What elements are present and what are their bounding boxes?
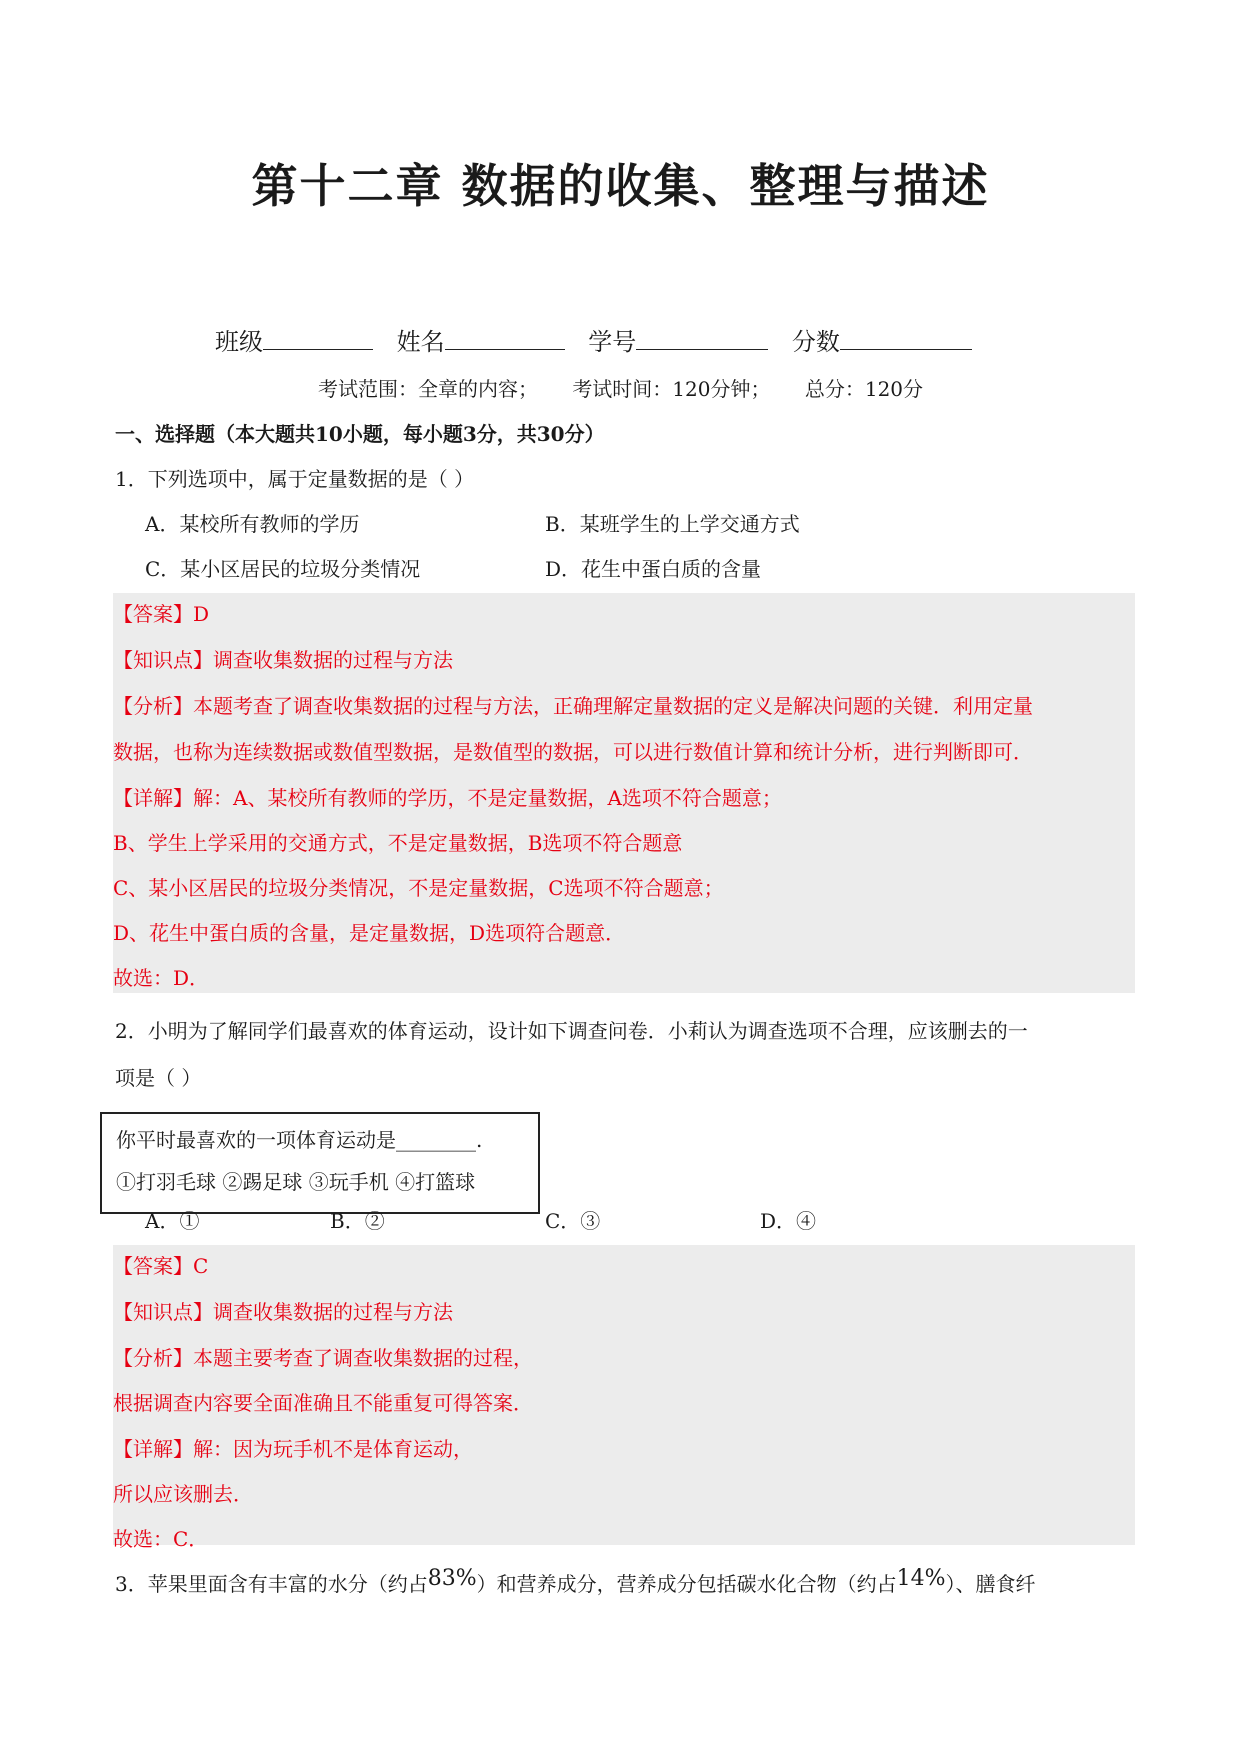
q2-analysis-line-2: 根据调查内容要全面准确且不能重复可得答案． bbox=[113, 1391, 533, 1415]
q1-analysis-line-2: 数据，也称为连续数据或数值型数据，是数值型的数据，可以进行数值计算和统计分析，进行判断即可． bbox=[113, 740, 1033, 764]
score-blank[interactable] bbox=[840, 327, 972, 350]
section-heading: 一、选择题（本大题共10小题，每小题3分，共30分） bbox=[115, 422, 605, 446]
q2-option-b: B．② bbox=[330, 1209, 385, 1233]
q2-answer: 【答案】C bbox=[113, 1254, 209, 1278]
q2-survey-question: 你平时最喜欢的一项体育运动是________. bbox=[116, 1128, 483, 1152]
exam-total: 总分：120分 bbox=[804, 377, 924, 401]
page-title: 第十二章 数据的收集、整理与描述 bbox=[251, 159, 990, 213]
q1-detail-line-2: B、学生上学采用的交通方式，不是定量数据，B选项不符合题意 bbox=[113, 831, 683, 855]
q1-conclusion: 故选：D． bbox=[113, 966, 210, 990]
q3-stem bbox=[115, 1568, 1036, 1597]
name-label: 姓名 bbox=[396, 328, 445, 356]
q2-stem-line-2: 项是（ ） bbox=[115, 1066, 202, 1090]
q2-survey-choices: ①打羽毛球 ②踢足球 ③玩手机 ④打篮球 bbox=[116, 1170, 476, 1194]
exam-time: 考试时间：120分钟； bbox=[572, 377, 771, 401]
name-blank[interactable] bbox=[445, 327, 565, 350]
q2-detail-line-2: 所以应该删去． bbox=[113, 1482, 253, 1506]
student-id-blank[interactable] bbox=[636, 327, 768, 350]
q1-knowledge: 【知识点】调查收集数据的过程与方法 bbox=[113, 648, 453, 672]
exam-info bbox=[0, 373, 1241, 402]
q3-stem-part-3: ）、膳食纤 bbox=[945, 1572, 1036, 1596]
q2-analysis-line-1: 【分析】本题主要考查了调查收集数据的过程， bbox=[113, 1346, 533, 1370]
q2-detail-line-1: 【详解】解：因为玩手机不是体育运动， bbox=[113, 1437, 473, 1461]
q1-answer: 【答案】D bbox=[113, 602, 210, 626]
student-id-label: 学号 bbox=[588, 328, 637, 356]
class-label: 班级 bbox=[215, 328, 263, 356]
q2-survey-box bbox=[100, 1112, 540, 1214]
q3-stem-part-2: ）和营养成分，营养成分包括碳水化合物（约占 bbox=[476, 1572, 897, 1596]
q2-conclusion: 故选：C． bbox=[113, 1527, 209, 1551]
student-info-fields bbox=[215, 322, 988, 357]
q2-knowledge: 【知识点】调查收集数据的过程与方法 bbox=[113, 1300, 453, 1324]
q3-stem-part-1: 3．苹果里面含有丰富的水分（约占 bbox=[115, 1572, 428, 1596]
score-label: 分数 bbox=[791, 328, 840, 356]
q3-water-percent: 83% bbox=[427, 1566, 477, 1591]
q1-option-a: A．某校所有教师的学历 bbox=[145, 512, 360, 536]
q1-analysis-line-1: 【分析】本题考查了调查收集数据的过程与方法，正确理解定量数据的定义是解决问题的关键．利用定量 bbox=[113, 694, 1033, 718]
class-blank[interactable] bbox=[263, 327, 373, 350]
q1-detail-line-4: D、花生中蛋白质的含量，是定量数据，D选项符合题意． bbox=[113, 921, 626, 945]
q1-detail-line-3: C、某小区居民的垃圾分类情况，不是定量数据，C选项不符合题意； bbox=[113, 876, 724, 900]
q1-option-c: C．某小区居民的垃圾分类情况 bbox=[145, 557, 421, 581]
q1-stem: 1．下列选项中，属于定量数据的是（ ） bbox=[115, 467, 475, 491]
q1-detail-line-1: 【详解】解：A、某校所有教师的学历，不是定量数据，A选项不符合题意； bbox=[113, 786, 782, 810]
q2-option-d: D．④ bbox=[760, 1209, 817, 1233]
q2-option-c: C．③ bbox=[545, 1209, 601, 1233]
q1-option-d: D．花生中蛋白质的含量 bbox=[545, 557, 762, 581]
q2-option-a: A．① bbox=[145, 1209, 200, 1233]
q3-carb-percent: 14% bbox=[896, 1566, 946, 1591]
q1-option-b: B．某班学生的上学交通方式 bbox=[545, 512, 800, 536]
exam-range: 考试范围：全章的内容； bbox=[317, 377, 538, 401]
q2-stem-line-1: 2．小明为了解同学们最喜欢的体育运动，设计如下调查问卷．小莉认为调查选项不合理，应该删去的一 bbox=[115, 1019, 1028, 1043]
